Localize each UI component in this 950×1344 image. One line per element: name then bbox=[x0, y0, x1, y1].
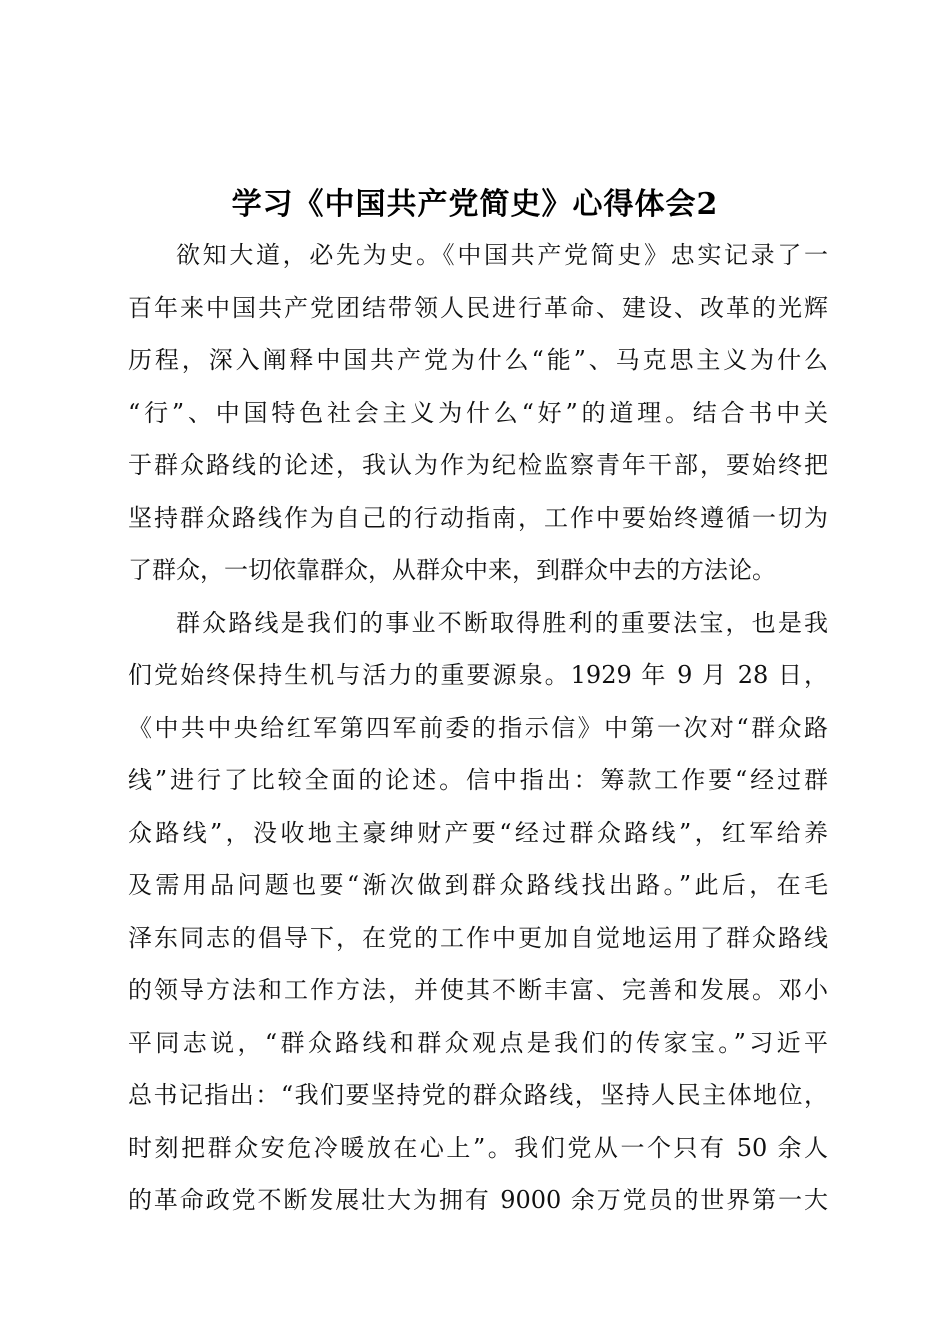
document-title: 学习《中国共产党简史》心得体会2 bbox=[231, 187, 719, 222]
paragraph-1-line: “行”、中国特色社会主义为什么“好”的道理。结合书中关 bbox=[128, 398, 828, 427]
paragraph-2-line: 《中共中央给红军第四军前委的指示信》中第一次对“群众路 bbox=[128, 713, 828, 742]
document-body bbox=[128, 229, 828, 1227]
paragraph-1-line: 历程，深入阐释中国共产党为什么“能”、马克思主义为什么 bbox=[128, 346, 828, 374]
paragraph-1-line: 欲知大道，必先为史。《中国共产党简史》忠实记录了一 bbox=[176, 241, 828, 269]
paragraph-2-line: 总书记指出：“我们要坚持党的群众路线，坚持人民主体地位， bbox=[128, 1081, 828, 1109]
paragraph-2-line: 众路线”，没收地主豪绅财产要“经过群众路线”，红军给养 bbox=[128, 818, 828, 847]
paragraph-1-line: 于群众路线的论述，我认为作为纪检监察青年干部，要始终把 bbox=[128, 451, 828, 479]
paragraph-2-line: 泽东同志的倡导下，在党的工作中更加自觉地运用了群众路线 bbox=[128, 923, 828, 952]
paragraph-2-line: 平同志说，“群众路线和群众观点是我们的传家宝。”习近平 bbox=[128, 1028, 828, 1057]
paragraph-2-line: 线”进行了比较全面的论述。信中指出：筹款工作要“经过群 bbox=[128, 766, 828, 794]
paragraph-2-line: 们党始终保持生机与活力的重要源泉。1929 年 9 月 28 日， bbox=[128, 661, 828, 689]
paragraph-2-line: 的革命政党不断发展壮大为拥有 9000 余万党员的世界第一大 bbox=[128, 1186, 828, 1214]
paragraph-1-line: 了群众，一切依靠群众，从群众中来，到群众中去的方法论。 bbox=[128, 556, 776, 584]
paragraph-1-line: 百年来中国共产党团结带领人民进行革命、建设、改革的光辉 bbox=[128, 293, 828, 322]
paragraph-2-line: 及需用品问题也要“渐次做到群众路线找出路。”此后，在毛 bbox=[128, 871, 828, 899]
paragraph-1-line: 坚持群众路线作为自己的行动指南，工作中要始终遵循一切为 bbox=[128, 503, 828, 532]
paragraph-2-line: 群众路线是我们的事业不断取得胜利的重要法宝，也是我 bbox=[176, 608, 828, 637]
paragraph-2-line: 的领导方法和工作方法，并使其不断丰富、完善和发展。邓小 bbox=[128, 976, 828, 1004]
paragraph-2-line: 时刻把群众安危冷暖放在心上”。我们党从一个只有 50 余人 bbox=[128, 1133, 828, 1162]
